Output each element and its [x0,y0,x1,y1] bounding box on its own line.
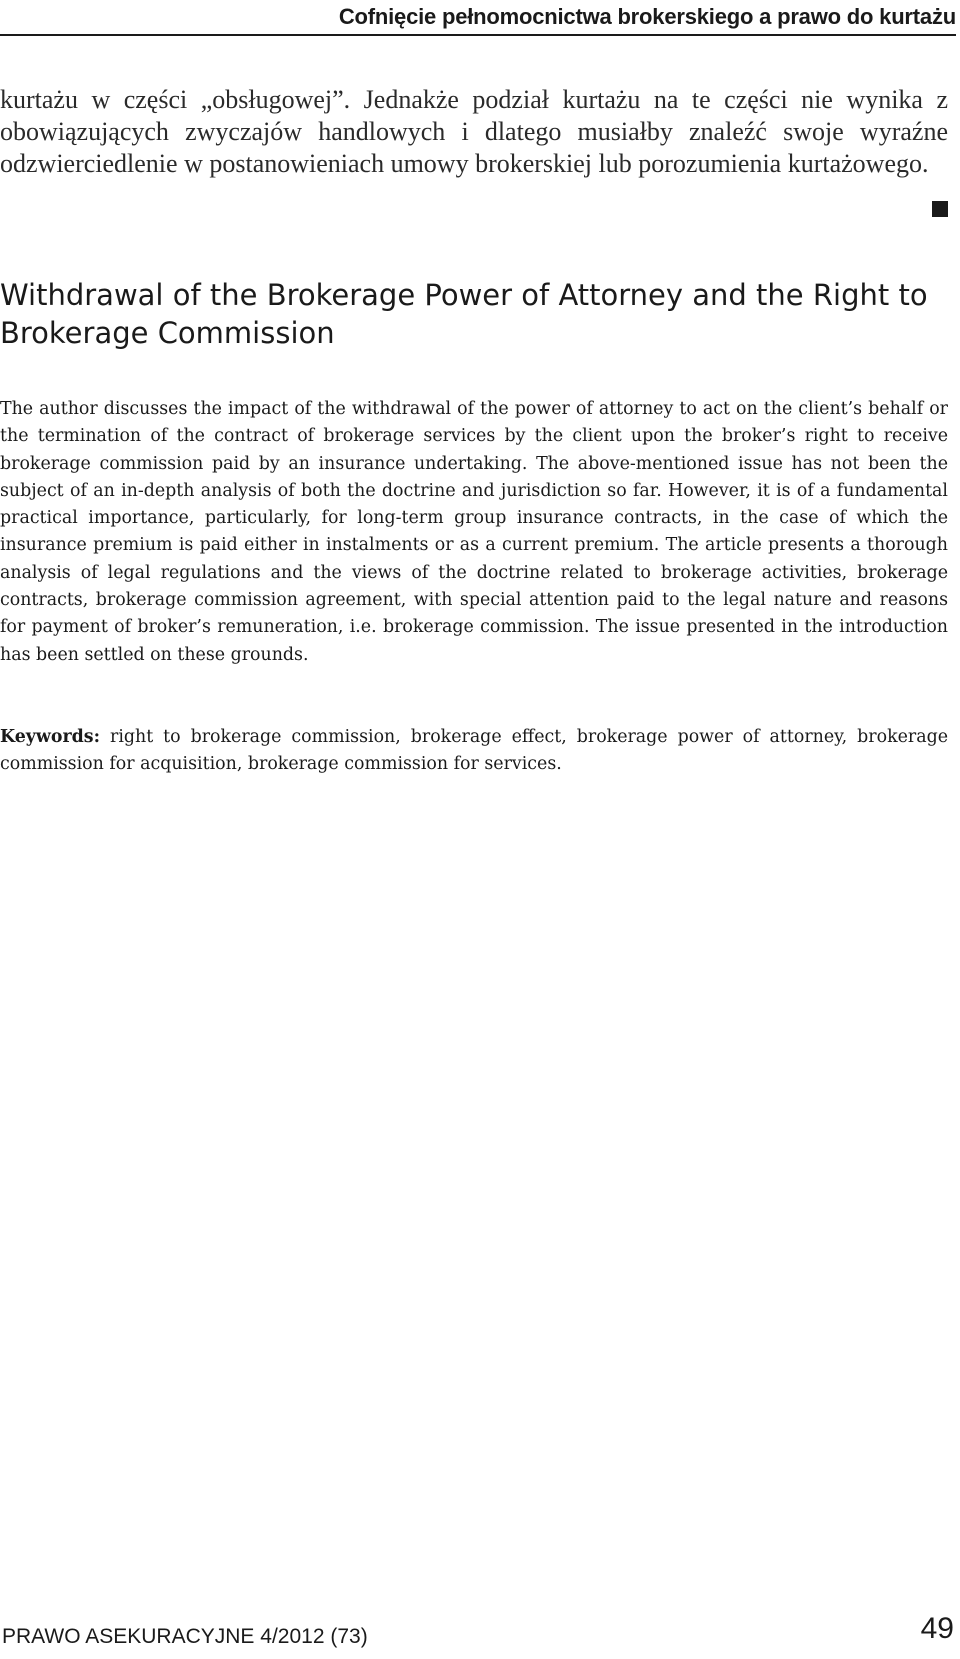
running-header-title: Cofnięcie pełnomocnictwa brokerskiego a prawo do kurtażu [338,4,956,29]
polish-paragraph: kurtażu w części „obsługowej”. Jednakże podział kurtażu na te części nie wynika z obowiązujących zwyczajów handlowych i dlatego musiałby znaleźć swoje wyraźne odzwierciedlenie w postanowieniach umowy brokerskiej lub porozumienia kurtażowego. [0,85,948,178]
header-rule [0,34,956,36]
footer-journal-name: PRAWO ASEKURACYJNE 4/2012 (73) [2,1625,368,1648]
keywords-list: right to brokerage commission, brokerage effect, brokerage power of attorney, brokerage commission for acquisition, brokerage commission for services. [0,727,949,775]
end-of-article-square-icon [932,201,948,217]
keywords-label: Keywords: [0,727,101,747]
keywords-paragraph [0,724,948,779]
abstract-title: Withdrawal of the Brokerage Power of Attorney and the Right to Brokerage Commission [0,278,928,350]
footer-page-number: 49 [920,1612,954,1645]
abstract-body: The author discusses the impact of the withdrawal of the power of attorney to act on the client’s behalf or the termination of the contract of brokerage services by the client upon the broker’s right to receive brokerage commission paid by an insurance undertaking. The above-mentioned issue has not been the subject of an in-depth analysis of both the doctrine and jurisdiction so far. However, it is of a fundamental practical importance, particularly, for long-term group insurance contracts, in the case of which the insurance premium is paid either in instalments or as a current premium. The article presents a thorough analysis of legal regulations and the views of the doctrine related to brokerage activities, brokerage contracts, brokerage commission agreement, with special attention paid to the legal nature and reasons for payment of broker’s remuneration, i.e. brokerage commission. The issue presented in the introduction has been settled on these grounds. [0,399,948,665]
